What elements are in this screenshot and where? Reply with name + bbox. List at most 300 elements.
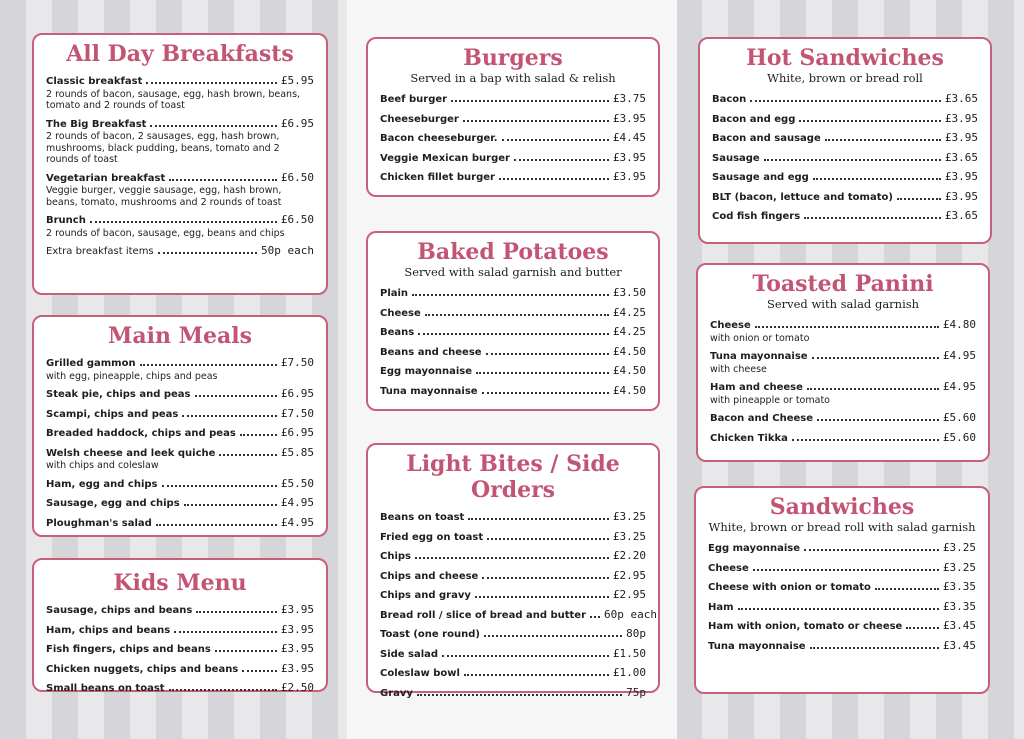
menu-item-price: £3.95 xyxy=(944,111,978,125)
menu-item xyxy=(380,326,646,340)
menu-item xyxy=(380,550,646,564)
dot-leader xyxy=(897,198,941,200)
main-meals-title: Main Meals xyxy=(108,323,252,349)
menu-item-name: Fried egg on toast xyxy=(380,531,484,543)
menu-item-price: £3.95 xyxy=(944,189,978,203)
breakfasts-card xyxy=(32,33,328,295)
menu-item-price: £7.50 xyxy=(280,356,314,369)
menu-item-price: £6.95 xyxy=(280,116,314,130)
menu-item xyxy=(380,307,646,321)
menu-item-row xyxy=(708,601,976,615)
menu-item xyxy=(380,152,646,166)
menu-item-price: £3.95 xyxy=(280,642,314,655)
menu-item-row xyxy=(380,152,646,166)
menu-item-name: Bread roll / slice of bread and butter xyxy=(380,609,587,621)
dot-leader xyxy=(146,82,277,84)
menu-item-price: £3.45 xyxy=(942,619,976,632)
menu-item-name: Ham xyxy=(708,601,734,613)
menu-item-name: Tuna mayonnaise xyxy=(380,385,478,397)
menu-item-row xyxy=(380,287,646,301)
menu-item-row xyxy=(46,517,314,531)
menu-item-price: £3.95 xyxy=(944,131,978,144)
menu-item-price: £2.50 xyxy=(280,681,314,694)
menu-item-name: Cheese xyxy=(380,307,421,319)
menu-item-row xyxy=(710,350,976,364)
menu-item xyxy=(380,93,646,107)
hot-sandwiches-title: Hot Sandwiches xyxy=(746,45,944,71)
dot-leader xyxy=(764,159,941,161)
menu-item xyxy=(712,191,978,205)
menu-item xyxy=(710,432,976,446)
menu-item xyxy=(712,132,978,146)
menu-item-price: £3.35 xyxy=(942,580,976,593)
menu-item xyxy=(712,113,978,127)
menu-item-name: Brunch xyxy=(46,215,86,226)
menu-item xyxy=(710,412,976,426)
menu-item-description: 2 rounds of bacon, sausage, egg, hash brown, beans, tomato and 2 rounds of toast xyxy=(46,88,301,111)
menu-item xyxy=(46,604,314,618)
dot-leader xyxy=(499,178,609,180)
dot-leader xyxy=(482,392,609,394)
dot-leader xyxy=(468,518,609,520)
menu-item xyxy=(46,245,314,259)
menu-item-row xyxy=(712,152,978,166)
menu-item xyxy=(380,607,657,623)
dot-leader xyxy=(242,670,277,672)
dot-leader xyxy=(418,333,609,335)
menu-item-price: £3.65 xyxy=(944,92,978,105)
dot-leader xyxy=(425,314,609,316)
menu-item-price: £5.60 xyxy=(942,430,976,444)
menu-item-price: 75p xyxy=(626,685,646,699)
menu-item xyxy=(380,171,646,185)
menu-item-row xyxy=(380,346,646,360)
menu-item-price: £3.45 xyxy=(942,638,976,652)
menu-item-name: Breaded haddock, chips and peas xyxy=(46,428,236,439)
menu-item-price: £2.20 xyxy=(612,549,646,562)
menu-item-price: £3.75 xyxy=(612,92,646,105)
menu-item-price: £6.95 xyxy=(280,387,314,400)
menu-item-name: Extra breakfast items xyxy=(46,246,154,257)
dot-leader xyxy=(415,557,609,559)
menu-item-price: £1.00 xyxy=(612,666,646,679)
menu-item-row xyxy=(46,388,314,402)
menu-item-row xyxy=(708,581,976,595)
menu-item-row xyxy=(380,628,646,642)
dot-leader xyxy=(906,627,939,629)
menu-item-row xyxy=(708,620,976,634)
dot-leader xyxy=(804,549,939,551)
dot-leader xyxy=(738,608,939,610)
menu-item-name: Tuna mayonnaise xyxy=(708,640,806,652)
menu-item xyxy=(708,542,976,556)
dot-leader xyxy=(475,596,609,598)
menu-item-name: Bacon and egg xyxy=(712,113,796,125)
menu-item xyxy=(46,118,314,166)
menu-item-row xyxy=(380,171,646,185)
light-bites-title: Light Bites / Side Orders xyxy=(406,451,620,503)
menu-item-price: £4.50 xyxy=(612,364,646,377)
menu-item xyxy=(46,214,314,239)
dot-leader xyxy=(799,120,941,122)
main-meals-list xyxy=(46,357,314,530)
menu-item xyxy=(46,497,314,511)
menu-item-name: Chicken fillet burger xyxy=(380,172,495,183)
breakfasts-title: All Day Breakfasts xyxy=(66,41,294,67)
menu-item-price: £4.80 xyxy=(942,318,976,331)
menu-item-name: Classic breakfast xyxy=(46,76,143,87)
sandwiches-list xyxy=(708,542,976,653)
menu-item xyxy=(380,667,646,681)
dot-leader xyxy=(169,179,277,181)
menu-item xyxy=(708,620,976,634)
menu-item-name: Coleslaw bowl xyxy=(380,668,460,679)
baked-potatoes-subtitle: Served with salad garnish and butter xyxy=(404,265,622,279)
menu-item-name: BLT (bacon, lettuce and tomato) xyxy=(712,191,893,203)
kids-menu-title: Kids Menu xyxy=(113,570,247,596)
menu-item-row xyxy=(380,570,646,584)
menu-item-price: £4.25 xyxy=(612,325,646,338)
menu-item-price: £5.95 xyxy=(280,74,314,87)
menu-item-row xyxy=(380,607,657,623)
menu-item-name: Welsh cheese and leek quiche xyxy=(46,447,216,459)
menu-item-price: £1.50 xyxy=(612,646,646,660)
menu-item-row xyxy=(710,381,976,395)
menu-item-price: £4.45 xyxy=(612,131,646,144)
dot-leader xyxy=(750,100,941,102)
menu-item-row xyxy=(708,542,976,556)
hot-sandwiches-subtitle: White, brown or bread roll xyxy=(767,71,923,85)
dot-leader xyxy=(215,650,277,652)
menu-item-row xyxy=(380,667,646,681)
menu-item-price: £4.50 xyxy=(612,383,646,397)
menu-item-row xyxy=(46,478,314,492)
menu-item-row xyxy=(46,357,314,371)
main-meals-card xyxy=(32,315,328,537)
menu-item-price: £3.95 xyxy=(612,111,646,125)
menu-item-name: Cheese xyxy=(710,320,751,331)
menu-item-price: £4.95 xyxy=(280,515,314,529)
menu-item xyxy=(712,152,978,166)
menu-item-name: Chips and cheese xyxy=(380,570,479,582)
menu-item xyxy=(46,447,314,472)
dot-leader xyxy=(219,454,276,456)
menu-item xyxy=(380,365,646,379)
menu-item xyxy=(380,511,646,525)
dot-leader xyxy=(184,504,277,506)
baked-potatoes-card xyxy=(366,231,660,411)
menu-item-row xyxy=(380,531,646,545)
menu-item xyxy=(710,319,976,344)
menu-item-price: £4.95 xyxy=(942,349,976,362)
dot-leader xyxy=(476,372,609,374)
menu-item-price: £3.95 xyxy=(280,622,314,636)
menu-item-description: 2 rounds of bacon, sausage, egg, beans and chips xyxy=(46,227,285,239)
menu-item-row xyxy=(380,385,646,399)
menu-item-name: Scampi, chips and peas xyxy=(46,408,179,420)
menu-item-price: £6.95 xyxy=(280,426,314,439)
menu-item-description: Veggie burger, veggie sausage, egg, hash brown, beans, tomato, mushrooms and 2 rounds of toast xyxy=(46,185,282,208)
dot-leader xyxy=(484,635,622,637)
menu-item-price: £2.95 xyxy=(612,568,646,582)
menu-item-description: with egg, pineapple, chips and peas xyxy=(46,370,218,382)
menu-item-price: £5.60 xyxy=(942,411,976,424)
menu-item xyxy=(380,287,646,301)
menu-item-name: Cheese xyxy=(708,562,749,574)
menu-item-price: £5.85 xyxy=(280,445,314,459)
menu-item-price: £4.95 xyxy=(942,380,976,393)
menu-item-price: £3.65 xyxy=(944,150,978,164)
menu-item-row xyxy=(712,191,978,205)
menu-item-name: Beans on toast xyxy=(380,512,465,523)
dot-leader xyxy=(817,419,939,421)
menu-item-name: Sausage, egg and chips xyxy=(46,498,180,509)
menu-item xyxy=(380,385,646,399)
menu-item-name: Bacon cheeseburger. xyxy=(380,133,498,144)
dot-leader xyxy=(162,485,277,487)
menu-item xyxy=(708,562,976,576)
dot-leader xyxy=(482,577,609,579)
dot-leader xyxy=(792,439,939,441)
dot-leader xyxy=(487,538,609,540)
menu-item-row xyxy=(708,562,976,576)
menu-item xyxy=(380,589,646,603)
menu-item-row xyxy=(380,365,646,379)
menu-item-name: Veggie Mexican burger xyxy=(380,152,510,164)
menu-item-row xyxy=(380,550,646,564)
menu-item-price: £3.95 xyxy=(280,603,314,616)
menu-item-name: Chicken Tikka xyxy=(710,432,788,444)
menu-item-price: £3.95 xyxy=(280,661,314,675)
menu-item-name: Ham, chips and beans xyxy=(46,624,171,636)
menu-item-row xyxy=(380,113,646,127)
menu-item xyxy=(380,113,646,127)
menu-item-name: Sausage xyxy=(712,152,760,164)
menu-item-price: 60p each xyxy=(604,607,657,621)
menu-item-price: £3.25 xyxy=(612,510,646,523)
menu-item-row xyxy=(712,93,978,107)
dot-leader xyxy=(158,252,257,254)
menu-item xyxy=(380,346,646,360)
burgers-list xyxy=(380,93,646,185)
dot-leader xyxy=(875,588,939,590)
menu-item-price: £3.25 xyxy=(942,541,976,554)
menu-item-row xyxy=(708,640,976,654)
dot-leader xyxy=(755,326,939,328)
menu-item-row xyxy=(46,643,314,657)
dot-leader xyxy=(169,689,277,691)
menu-item xyxy=(710,350,976,375)
menu-item-price: £3.95 xyxy=(612,150,646,164)
menu-item-name: Side salad xyxy=(380,648,439,660)
menu-item xyxy=(46,624,314,638)
menu-item xyxy=(46,388,314,402)
kids-menu-card xyxy=(32,558,328,692)
breakfasts-list xyxy=(46,75,314,259)
menu-item-name: Chicken nuggets, chips and beans xyxy=(46,663,239,675)
burgers-title: Burgers xyxy=(463,45,563,71)
menu-item-description: with cheese xyxy=(710,363,767,375)
menu-item xyxy=(380,531,646,545)
menu-item-row xyxy=(46,624,314,638)
menu-item-row xyxy=(46,75,314,89)
menu-item xyxy=(46,408,314,422)
menu-item xyxy=(708,601,976,615)
dot-leader xyxy=(417,694,622,696)
menu-item-name: Steak pie, chips and peas xyxy=(46,389,191,400)
menu-item-description: 2 rounds of bacon, 2 sausages, egg, hash brown, mushrooms, black pudding, beans, tomato and 2 rounds of toast xyxy=(46,131,280,165)
dot-leader xyxy=(812,357,939,359)
burgers-subtitle: Served in a bap with salad & relish xyxy=(410,71,616,85)
menu-item-description: with pineapple or tomato xyxy=(710,394,830,406)
menu-item-row xyxy=(380,511,646,525)
menu-item-row xyxy=(46,427,314,441)
menu-item-row xyxy=(380,132,646,146)
menu-item xyxy=(708,640,976,654)
dot-leader xyxy=(813,178,941,180)
dot-leader xyxy=(150,125,276,127)
light-bites-list xyxy=(380,510,657,700)
dot-leader xyxy=(182,415,276,417)
menu-item xyxy=(46,663,314,677)
menu-item-row xyxy=(46,118,314,132)
menu-item-price: £6.50 xyxy=(280,213,314,226)
hot-sandwiches-card xyxy=(698,37,992,244)
menu-item-name: Cod fish fingers xyxy=(712,211,801,222)
sandwiches-subtitle: White, brown or bread roll with salad garnish xyxy=(708,520,976,534)
menu-item-price: £3.95 xyxy=(944,170,978,183)
menu-item-row xyxy=(46,245,314,259)
dot-leader xyxy=(90,221,277,223)
menu-item-price: 80p xyxy=(626,627,646,640)
hot-sandwiches-list xyxy=(712,93,978,224)
menu-item-name: Sausage, chips and beans xyxy=(46,605,193,616)
menu-item-price: £5.50 xyxy=(280,476,314,490)
baked-potatoes-list xyxy=(380,287,646,398)
menu-item-name: Ham with onion, tomato or cheese xyxy=(708,621,903,632)
menu-item xyxy=(46,643,314,657)
menu-item-price: £4.25 xyxy=(612,305,646,319)
menu-item-row xyxy=(46,604,314,618)
dot-leader xyxy=(825,139,941,141)
menu-item-price: £3.50 xyxy=(612,286,646,299)
menu-item xyxy=(380,687,646,701)
menu-item-row xyxy=(380,648,646,662)
panini-card xyxy=(696,263,990,462)
menu-item xyxy=(46,427,314,441)
menu-item-name: Egg mayonnaise xyxy=(708,543,801,554)
menu-item-row xyxy=(380,307,646,321)
dot-leader xyxy=(195,395,277,397)
menu-item-price: £3.25 xyxy=(612,529,646,543)
dot-leader xyxy=(412,294,609,296)
menu-item-name: The Big Breakfast xyxy=(46,118,147,130)
menu-item-name: Chips xyxy=(380,551,411,562)
sandwiches-title: Sandwiches xyxy=(769,494,915,520)
menu-item-row xyxy=(712,132,978,146)
menu-item-row xyxy=(710,412,976,426)
menu-item xyxy=(46,357,314,382)
dot-leader xyxy=(240,434,277,436)
menu-item-row xyxy=(710,432,976,446)
menu-item-price: £2.95 xyxy=(612,588,646,601)
menu-item-name: Plain xyxy=(380,288,409,299)
menu-item xyxy=(712,171,978,185)
menu-item-name: Chips and gravy xyxy=(380,590,471,601)
menu-item-row xyxy=(380,93,646,107)
menu-item-row xyxy=(712,171,978,185)
menu-item xyxy=(708,581,976,595)
dot-leader xyxy=(156,524,277,526)
baked-potatoes-title: Baked Potatoes xyxy=(417,239,609,265)
menu-item xyxy=(46,682,314,696)
light-bites-card xyxy=(366,443,660,699)
panini-subtitle: Served with salad garnish xyxy=(766,297,920,311)
menu-item-name: Tuna mayonnaise xyxy=(710,351,808,362)
menu-item xyxy=(46,478,314,492)
menu-item-price: £3.25 xyxy=(942,560,976,574)
menu-item-description: with chips and coleslaw xyxy=(46,460,159,471)
menu-item-price: £4.95 xyxy=(280,496,314,509)
menu-item-row xyxy=(46,497,314,511)
menu-item-row xyxy=(46,214,314,228)
menu-item xyxy=(380,570,646,584)
menu-item-price: 50p each xyxy=(261,244,314,257)
menu-item-name: Grilled gammon xyxy=(46,358,136,369)
menu-item-row xyxy=(380,589,646,603)
menu-item xyxy=(712,210,978,224)
menu-item-row xyxy=(710,319,976,333)
panini-list xyxy=(710,319,976,445)
menu-item-row xyxy=(46,663,314,677)
menu-item-name: Toast (one round) xyxy=(380,629,480,640)
dot-leader xyxy=(502,139,609,141)
menu-item-name: Cheeseburger xyxy=(380,113,459,125)
menu-item-row xyxy=(46,447,314,461)
kids-menu-list xyxy=(46,604,314,696)
menu-item xyxy=(46,75,314,112)
menu-item xyxy=(46,172,314,209)
menu-item-name: Cheese with onion or tomato xyxy=(708,582,871,593)
menu-item-price: £3.65 xyxy=(944,209,978,222)
menu-item xyxy=(712,93,978,107)
dot-leader xyxy=(174,631,277,633)
menu-item-name: Ham and cheese xyxy=(710,382,803,393)
burgers-card xyxy=(366,37,660,197)
menu-item xyxy=(380,132,646,146)
menu-item-name: Vegetarian breakfast xyxy=(46,172,166,184)
menu-item-name: Beef burger xyxy=(380,94,448,105)
sandwiches-card xyxy=(694,486,990,694)
menu-item-price: £4.50 xyxy=(612,344,646,358)
menu-item-row xyxy=(712,113,978,127)
menu-item-price: £3.35 xyxy=(942,599,976,613)
dot-leader xyxy=(486,353,609,355)
menu-item-name: Bacon and sausage xyxy=(712,133,821,144)
menu-item-price: £7.50 xyxy=(280,406,314,420)
dot-leader xyxy=(753,569,939,571)
menu-item-row xyxy=(380,687,646,701)
menu-item-name: Ploughman's salad xyxy=(46,517,152,529)
menu-item-price: £6.50 xyxy=(280,170,314,184)
menu-item xyxy=(710,381,976,406)
menu-item-name: Gravy xyxy=(380,687,413,699)
dot-leader xyxy=(810,647,939,649)
dot-leader xyxy=(463,120,609,122)
menu-item-name: Beans xyxy=(380,327,415,338)
dot-leader xyxy=(514,159,609,161)
dot-leader xyxy=(196,611,277,613)
